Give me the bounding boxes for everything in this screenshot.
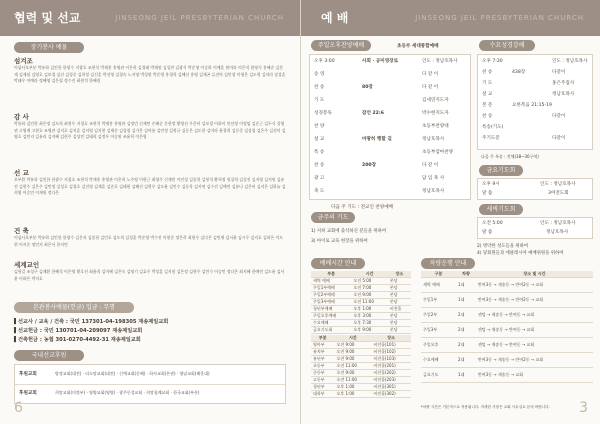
section-text: 김형길 조성구 김재환 한혜석 이은영 황호선 최윤희 김미혜 김은숙 김영기 김효주 박성훈 김지원 김은정 김현주 김민수 이승민 정다은 최지혜 한예린 김도윤 김서윤 이하은 박지호: [14, 269, 285, 281]
table-cell: 오전 9:00: [351, 292, 387, 299]
main-row-label: 200장: [362, 163, 377, 168]
table-row: [311, 377, 411, 384]
table-cell: 청년부: [311, 384, 334, 391]
table-row: [311, 299, 411, 306]
bank-line: ▌선교헌금 : 국민 130701-04-209097 재송제일교회: [14, 328, 143, 334]
main-row-time: 특 송: [314, 150, 325, 155]
main-row-person: 김세연지도자: [422, 98, 449, 103]
table-row: [311, 349, 411, 356]
table-row: [311, 320, 411, 327]
wed-row-mid: 요한복음 21:15-19: [512, 103, 552, 108]
table-cell: 주일오후: [421, 338, 456, 353]
offering-pill: 장기봉사 예물: [14, 42, 84, 53]
table-cell: 오전 11:00: [351, 299, 387, 306]
schedule-table: [311, 271, 411, 334]
table-row: [311, 285, 411, 292]
table-cell: 오전 7:00: [351, 285, 387, 292]
table-cell: 중등부: [311, 370, 334, 377]
prayer-list: [309, 226, 473, 248]
table-row: [311, 384, 411, 391]
table-cell: 수요예배: [311, 320, 351, 327]
table-cell: 새벽 예배: [421, 278, 456, 293]
table-cell: 오전 5:00: [351, 278, 387, 285]
table-row: [311, 313, 411, 320]
table-cell: 영아부: [311, 342, 334, 349]
table-row: [311, 327, 411, 334]
wed-row-left: 주기도문: [482, 136, 500, 141]
main-row-person: 초등부찬양대: [422, 124, 449, 129]
wed-row-mid: 438장: [512, 70, 526, 75]
table-cell: 비전홀(202): [371, 370, 411, 377]
next-service-note: 다음 주 기도 : 전교인 찬양예배: [331, 205, 394, 210]
main-service-order: [309, 54, 471, 200]
vehicle-table: [421, 271, 593, 383]
section-title: 선 교: [14, 169, 29, 177]
main-row-person: 정남호목사: [422, 137, 445, 142]
table-cell: 금요기도: [421, 368, 456, 383]
mission-label: 후원교회: [19, 391, 37, 396]
table-cell: 수요예배: [421, 353, 456, 368]
table-cell: 센텀 → 재송동 → 반여동 → 교회: [476, 323, 593, 338]
table-cell: 주일2부: [421, 308, 456, 323]
table-header-cell: 시간: [351, 271, 387, 278]
friday-order: [477, 178, 593, 200]
table-cell: 반여3동 → 재송동 → 교회: [476, 368, 593, 383]
right-header-english: JINSEONG JEIL PRESBYTERIAN CHURCH: [415, 14, 584, 22]
table-cell: 오후 9:00: [351, 327, 387, 334]
table-row: [311, 342, 411, 349]
dawn-pill: 새벽기도회: [479, 204, 523, 215]
left-page-number: 6: [14, 400, 23, 416]
table-cell: 본당: [388, 327, 411, 334]
table-cell: 유년부: [311, 356, 334, 363]
main-row-person: 다 같 이: [422, 72, 439, 77]
main-row-time: 찬 양: [314, 124, 325, 129]
section-title: 세계교인: [14, 261, 40, 269]
main-row-person: 다 같 이: [422, 85, 439, 90]
main-row-time: 기 도: [314, 98, 325, 103]
prayer-pill: 금주의 기도: [311, 212, 355, 223]
main-row-person: 인도 : 정남호목사: [422, 59, 458, 64]
main-row-label: 잠언 22:6: [362, 111, 384, 116]
table-cell: 본당: [388, 313, 411, 320]
main-row-time: 광 고: [314, 176, 325, 181]
mission-table: [14, 364, 286, 404]
table-row: [311, 363, 411, 370]
vehicle-note: *차량 시간은 기본적으로 적용됩니다. 자세한 사항은 교회 사무실로 문의 바랍니다.: [421, 405, 550, 409]
table-cell: 주일2부예배: [311, 292, 351, 299]
right-header-title: 예 배: [321, 11, 349, 25]
table-cell: 2대: [456, 338, 476, 353]
table-cell: 반여3동 → 재송동 → 반여2동 → 교회: [476, 278, 593, 293]
main-row-label: 마땅히 행할 길: [362, 137, 392, 142]
table-cell: 오전 11:00: [334, 377, 371, 384]
table-cell: 비전홀(203): [371, 377, 411, 384]
dawn-row-left: 말 씀: [482, 230, 493, 235]
table-cell: 주일1부: [421, 293, 456, 308]
left-header-english: JINSEONG JEIL PRESBYTERIAN CHURCH: [115, 14, 284, 22]
table-cell: 센텀 → 재송동 → 반여동 → 교회: [476, 338, 593, 353]
table-cell: 2대: [456, 353, 476, 368]
table-cell: 비전홀(101): [371, 342, 411, 349]
table-cell: 대학부: [311, 391, 334, 398]
table-header-cell: 부분: [311, 335, 334, 342]
friday-row-right: 3여전도회: [548, 191, 569, 196]
table-header-cell: 장소: [371, 335, 411, 342]
table-cell: 1대: [456, 293, 476, 308]
main-service-subtitle: 초등부 세대통합예배: [397, 44, 439, 49]
wed-row-left: 특송(기도): [482, 125, 504, 130]
wednesday-next-note: 다음 주 특송 : 전체(38~30구역): [481, 154, 539, 159]
table-row: [421, 353, 593, 368]
table-header-cell: 시간: [334, 335, 371, 342]
wed-row-left: 오후 7:30: [482, 59, 503, 64]
wednesday-order: [477, 54, 593, 150]
right-page: [300, 0, 600, 424]
table-cell: 오후 7:30: [351, 320, 387, 327]
section-title: 건 축: [14, 227, 29, 235]
table-cell: 비전홀(102): [371, 349, 411, 356]
table-row: [421, 293, 593, 308]
main-service-pill: 주일오후찬양예배: [311, 40, 371, 51]
prayer-item: 4) 당회원들과 에클레시아 예배위원을 위하여: [477, 251, 564, 256]
table-cell: 청년부예배: [311, 306, 351, 313]
wed-row-right: 인도 : 정남호목사: [552, 59, 588, 64]
section-title: 감 사: [14, 113, 29, 121]
main-row-time: 찬 송: [314, 85, 325, 90]
table-cell: 본당: [388, 292, 411, 299]
main-row-time: 성경봉독: [314, 111, 332, 116]
bank-line: ▌건축헌금 : 농협 301-0270-4492-31 재송제일교회: [14, 337, 141, 343]
table-cell: 반여3동 → 재송동 → 반여2동 → 교회: [476, 353, 593, 368]
friday-row-right: 인도 : 정남호목사: [540, 182, 576, 187]
table-header-cell: 장소 및 시간: [476, 271, 593, 278]
left-header: [0, 0, 300, 36]
wed-row-left: 본 문: [482, 103, 493, 108]
table-cell: 오후 1:00: [334, 384, 371, 391]
friday-pill: 금요기도회: [479, 165, 523, 176]
section-text: 오부환 박유하 김인한 한광수 지경호 조현석 박재홍 홍영관 이은희 노주영 이현근 최영주 신재민 이인성 김종헌 김형석 황희정 원창희 김성진 김지영 김지원 김유진 김현주 김은주 김민정 김성호 김경호 김진영 김재훈 김준호 김태현 김혜진 김현우 김도윤 김민수 김동욱 김서연 김수진 김예린 김유나 김은비 김지은 김하늘 김희영 이승민 이재원 정다은: [14, 177, 286, 196]
table-cell: 본당: [388, 285, 411, 292]
table-row: [311, 306, 411, 313]
table-cell: 오전 11:00: [334, 363, 371, 370]
table-cell: 1대: [456, 278, 476, 293]
wed-row-right: 정남호목사: [552, 92, 575, 97]
main-row-person: 담 임 목 사: [422, 176, 445, 181]
dawn-row-right: 인도 : 정남호목사: [540, 221, 576, 226]
table-cell: 새벽 예배: [311, 278, 351, 285]
table-cell: 주일3부: [421, 323, 456, 338]
section-text: 박유하 김인한 최은정 김도희 최형우 지경호 조현석 박재홍 홍영관 김정민 신재민 손혜순 문현정 황영선 우은미 김보경 이하미 안선영 이정임 김준근 김두식 강영권 고영재 고현호 조병관 김지호 김지훈 김지영 김지현 김재준 김성철 김가은 김아름 김민정 김형규 김동은 김도한 김미라 윤경희 김동준 김상철 김은주 김선미 김영호 김민지 김유리 김지혜 김현주 김성민 김태희 김정우 이승원 조윤희 이은영: [14, 121, 286, 140]
main-row-time: 축 도: [314, 189, 325, 194]
wed-row-right: 다같이: [552, 114, 566, 119]
table-row: [311, 292, 411, 299]
main-row-person: 다 같 이: [422, 163, 439, 168]
table-row: [311, 356, 411, 363]
section-text: 이삼사오부분 박유하 김인한 한광수 김은지 김종헌 김민호 김도희 김성훈 박준영 박수진 이원준 정은희 최현우 김다은 김민재 김서윤 김시우 김지호 김하은 이도현 이서준 정민지 최은서 한지민: [14, 235, 284, 247]
main-row-person: 박수현지도자: [422, 111, 449, 116]
table-cell: 주일오후예배: [311, 313, 351, 320]
main-row-time: 찬 송: [314, 163, 325, 168]
table-cell: 오후 3:00: [351, 313, 387, 320]
mission-label: 후원교회: [19, 372, 37, 377]
table-cell: 금요기도회: [311, 327, 351, 334]
wednesday-pill: 수요성경강해: [479, 40, 535, 51]
wed-row-right: 다같이: [552, 70, 566, 75]
table-cell: 비전홀: [388, 306, 411, 313]
main-row-time: 설 교: [314, 137, 325, 142]
table-cell: 1대: [456, 368, 476, 383]
table-cell: 2대: [456, 323, 476, 338]
dawn-row-right: 정남호목사: [546, 230, 569, 235]
prayer-item: 2) 병약한 성도들을 위하여: [477, 244, 529, 249]
dawn-row-left: 오전 5:00: [482, 221, 503, 226]
right-header: [301, 0, 600, 36]
mission-text: 방정교회(대전) · 더소망교회(대전) · 신예교회(동해) · 하사교회(본관) · 영남교회(해운대): [55, 371, 210, 376]
left-header-title: 협력 및 선교: [14, 11, 81, 25]
table-cell: 센텀 → 재송동 → 반여동 → 교회: [476, 308, 593, 323]
table-cell: 오전 9:00: [334, 370, 371, 377]
table-cell: 반여3동 → 재송동 → 반여2동 → 교회: [476, 293, 593, 308]
table-cell: 본당: [388, 278, 411, 285]
main-row-person: 초등부엄마찬양: [422, 150, 454, 155]
main-row-label: 80장: [362, 85, 373, 90]
table-cell: 오전 9:00: [334, 349, 371, 356]
table-cell: 비전홀(301): [371, 384, 411, 391]
table-row: [421, 338, 593, 353]
wed-row-right: 다같이: [552, 136, 566, 141]
vehicle-pill: 차량운행 안내: [421, 258, 475, 269]
table-row: [311, 278, 411, 285]
table-cell: 오전 9:00: [334, 356, 371, 363]
section-text: 이삼사오부분 박유하 김인한 한광수 지광호 조현석 박재홍 홍영관 이은희 김경태 박재원 김성찬 김광식 박준영 이승하 이예훈 원미라 이은석 원영식 홍혜순 김문재 김재철 김영호 김보경 김선 김성중 김희정 김신훈 박선영 김경숙 노지명 박성원 박준영 홍경희 김혜선 홍영 김재곤 류진아 김민철 이영은 김도형 김미라 강상훈 박태우 이예라 정혜영 김은철 정수진 최원석 한혜림: [14, 65, 286, 84]
main-row-time: 오후 3:00: [314, 59, 335, 64]
mission-pill: 국내선교후원: [14, 350, 84, 361]
wed-row-left: 기 도: [482, 81, 493, 86]
mission-text: 희망교회(의정부) · 영양교회(영양) · 광주동성교회 · 희망침례교회 · 한국교회(부산): [55, 390, 200, 395]
table-header-cell: 부분: [311, 271, 351, 278]
table-header-cell: 차량: [456, 271, 476, 278]
table-header-cell: 구분: [421, 271, 456, 278]
table-cell: 주일1부예배: [311, 285, 351, 292]
table-header-cell: 장소: [388, 271, 411, 278]
main-row-time: 송 영: [314, 72, 325, 77]
bank-pill: 본관봉사예물(헌금) 입금 : 무명: [14, 302, 134, 313]
right-page-number: 3: [579, 400, 588, 416]
table-row: [421, 323, 593, 338]
main-row-person: 정남호목사: [422, 189, 445, 194]
table-cell: 비전홀(201): [371, 363, 411, 370]
table-row: [421, 308, 593, 323]
school-table: [311, 335, 411, 398]
wed-row-left: 찬 송: [482, 114, 493, 119]
table-cell: 오후 1:00: [351, 306, 387, 313]
table-cell: 본당: [388, 299, 411, 306]
table-cell: 유치부: [311, 349, 334, 356]
table-row: [311, 391, 411, 398]
table-cell: 초등부: [311, 363, 334, 370]
table-cell: 오후 1:00: [334, 391, 371, 398]
wed-row-right: 홍은주집사: [552, 81, 575, 86]
prayer-item: 1) 저희 교회에 출석하신 분들을 위하여: [311, 229, 387, 234]
section-title: 섬겨조: [14, 57, 33, 65]
table-cell: 주일3부예배: [311, 299, 351, 306]
prayer-item: 3) 아이로 교육 현장을 위하여: [311, 239, 368, 244]
table-cell: 비전홀(103): [371, 356, 411, 363]
table-cell: 2대: [456, 308, 476, 323]
table-row: [311, 370, 411, 377]
table-cell: 고등부: [311, 377, 334, 384]
schedule-pill: 예배시간 안내: [311, 258, 365, 269]
table-row: [421, 368, 593, 383]
table-cell: 본당: [388, 320, 411, 327]
wed-row-left: 설 교: [482, 92, 493, 97]
friday-row-left: 오후 9시: [482, 182, 500, 187]
friday-row-left: 말 씀: [482, 191, 493, 196]
dawn-order: [477, 217, 593, 239]
wed-row-left: 찬 송: [482, 70, 493, 75]
bank-line: ▌선교사 / 교육 / 건축 : 국민 137301-04-198305 재송제일교회: [14, 319, 169, 325]
table-cell: 오전 9:00: [334, 342, 371, 349]
main-row-label: 사회 · 공미영장로: [362, 59, 399, 64]
table-cell: 비전홀(302): [371, 391, 411, 398]
table-row: [421, 278, 593, 293]
